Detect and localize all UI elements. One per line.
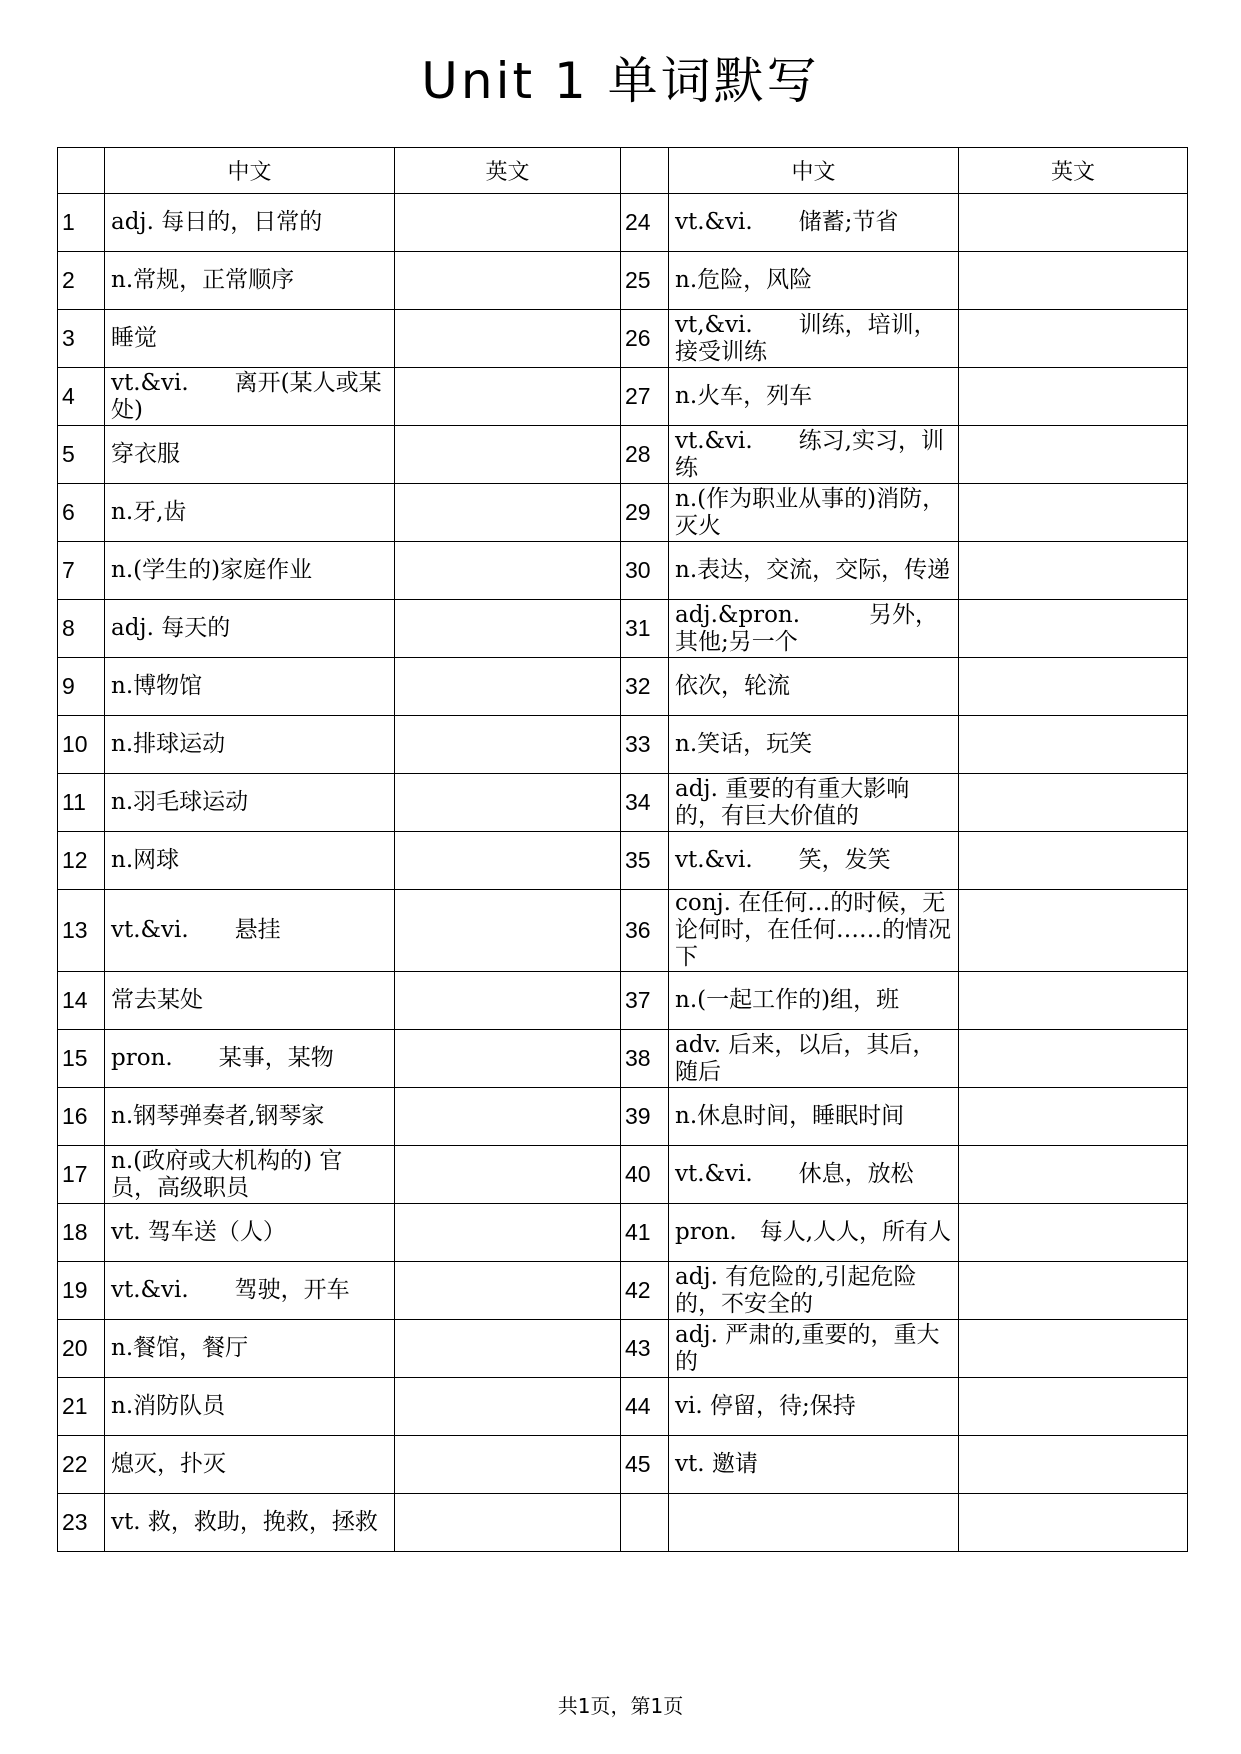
item-number: 1 — [58, 194, 105, 252]
table-row — [58, 252, 1188, 310]
chinese-meaning: n.火车，列车 — [669, 368, 959, 426]
table-row — [58, 1494, 1188, 1552]
chinese-meaning: n.常规，正常顺序 — [105, 252, 395, 310]
english-answer-cell[interactable] — [395, 972, 621, 1030]
english-answer-cell[interactable] — [395, 716, 621, 774]
item-number: 31 — [621, 600, 669, 658]
chinese-meaning: vt. 救，救助，挽救，拯救 — [105, 1494, 395, 1552]
english-answer-cell[interactable] — [959, 1262, 1188, 1320]
item-number: 26 — [621, 310, 669, 368]
header-num-left — [58, 148, 105, 194]
table-row — [58, 1030, 1188, 1088]
item-number: 39 — [621, 1088, 669, 1146]
item-number: 11 — [58, 774, 105, 832]
item-number: 37 — [621, 972, 669, 1030]
chinese-meaning: n.牙,齿 — [105, 484, 395, 542]
english-answer-cell[interactable] — [395, 1030, 621, 1088]
chinese-meaning: conj. 在任何…的时候，无论何时，在任何……的情况下 — [669, 890, 959, 972]
english-answer-cell[interactable] — [959, 1494, 1188, 1552]
item-number: 24 — [621, 194, 669, 252]
item-number: 19 — [58, 1262, 105, 1320]
chinese-meaning: vt.&vi. 离开(某人或某处) — [105, 368, 395, 426]
chinese-meaning: n.餐馆，餐厅 — [105, 1320, 395, 1378]
english-answer-cell[interactable] — [959, 890, 1188, 972]
table-row — [58, 774, 1188, 832]
chinese-meaning: n.表达，交流，交际，传递 — [669, 542, 959, 600]
item-number: 27 — [621, 368, 669, 426]
english-answer-cell[interactable] — [395, 368, 621, 426]
english-answer-cell[interactable] — [395, 658, 621, 716]
english-answer-cell[interactable] — [959, 774, 1188, 832]
chinese-meaning: vi. 停留，待;保持 — [669, 1378, 959, 1436]
chinese-meaning: pron. 每人,人人，所有人 — [669, 1204, 959, 1262]
header-num-right — [621, 148, 669, 194]
english-answer-cell[interactable] — [395, 310, 621, 368]
chinese-meaning: vt,&vi. 训练，培训，接受训练 — [669, 310, 959, 368]
chinese-meaning: adj. 重要的有重大影响的，有巨大价值的 — [669, 774, 959, 832]
chinese-meaning: n.笑话，玩笑 — [669, 716, 959, 774]
item-number — [621, 1494, 669, 1552]
table-row — [58, 972, 1188, 1030]
english-answer-cell[interactable] — [959, 658, 1188, 716]
header-english-right: 英文 — [959, 148, 1188, 194]
item-number: 20 — [58, 1320, 105, 1378]
chinese-meaning: n.消防队员 — [105, 1378, 395, 1436]
item-number: 15 — [58, 1030, 105, 1088]
chinese-meaning: 依次，轮流 — [669, 658, 959, 716]
item-number: 33 — [621, 716, 669, 774]
chinese-meaning: vt.&vi. 休息，放松 — [669, 1146, 959, 1204]
english-answer-cell[interactable] — [959, 1320, 1188, 1378]
english-answer-cell[interactable] — [959, 1436, 1188, 1494]
english-answer-cell[interactable] — [395, 1378, 621, 1436]
english-answer-cell[interactable] — [395, 1262, 621, 1320]
item-number: 6 — [58, 484, 105, 542]
item-number: 12 — [58, 832, 105, 890]
english-answer-cell[interactable] — [959, 252, 1188, 310]
item-number: 8 — [58, 600, 105, 658]
chinese-meaning: vt.&vi. 驾驶，开车 — [105, 1262, 395, 1320]
item-number: 7 — [58, 542, 105, 600]
item-number: 35 — [621, 832, 669, 890]
chinese-meaning: n.(作为职业从事的)消防，灭火 — [669, 484, 959, 542]
chinese-meaning: adj.&pron. 另外，其他;另一个 — [669, 600, 959, 658]
page-title: Unit 1 单词默写 — [421, 52, 820, 110]
item-number: 10 — [58, 716, 105, 774]
english-answer-cell[interactable] — [959, 484, 1188, 542]
item-number: 9 — [58, 658, 105, 716]
item-number: 22 — [58, 1436, 105, 1494]
table-row — [58, 1088, 1188, 1146]
english-answer-cell[interactable] — [959, 600, 1188, 658]
english-answer-cell[interactable] — [959, 972, 1188, 1030]
chinese-meaning: n.网球 — [105, 832, 395, 890]
chinese-meaning: vt.&vi. 笑，发笑 — [669, 832, 959, 890]
chinese-meaning: adj. 有危险的,引起危险的，不安全的 — [669, 1262, 959, 1320]
table-row — [58, 310, 1188, 368]
table-row — [58, 832, 1188, 890]
chinese-meaning: 穿衣服 — [105, 426, 395, 484]
item-number: 13 — [58, 890, 105, 972]
header-chinese-right: 中文 — [669, 148, 959, 194]
english-answer-cell[interactable] — [959, 1378, 1188, 1436]
item-number: 4 — [58, 368, 105, 426]
item-number: 29 — [621, 484, 669, 542]
english-answer-cell[interactable] — [395, 1320, 621, 1378]
item-number: 34 — [621, 774, 669, 832]
item-number: 17 — [58, 1146, 105, 1204]
chinese-meaning: pron. 某事，某物 — [105, 1030, 395, 1088]
english-answer-cell[interactable] — [395, 252, 621, 310]
table-row — [58, 542, 1188, 600]
vocab-table — [57, 147, 1188, 1552]
table-row — [58, 194, 1188, 252]
item-number: 38 — [621, 1030, 669, 1088]
english-answer-cell[interactable] — [395, 1436, 621, 1494]
table-row — [58, 368, 1188, 426]
page-footer: 共1页，第1页 — [557, 1694, 684, 1718]
item-number: 5 — [58, 426, 105, 484]
item-number: 43 — [621, 1320, 669, 1378]
chinese-meaning: adj. 每日的，日常的 — [105, 194, 395, 252]
item-number: 32 — [621, 658, 669, 716]
item-number: 44 — [621, 1378, 669, 1436]
english-answer-cell[interactable] — [959, 542, 1188, 600]
item-number: 18 — [58, 1204, 105, 1262]
chinese-meaning: n.钢琴弹奏者,钢琴家 — [105, 1088, 395, 1146]
item-number: 21 — [58, 1378, 105, 1436]
english-answer-cell[interactable] — [395, 1146, 621, 1204]
english-answer-cell[interactable] — [395, 484, 621, 542]
item-number: 3 — [58, 310, 105, 368]
table-row — [58, 484, 1188, 542]
chinese-meaning: n.休息时间，睡眠时间 — [669, 1088, 959, 1146]
chinese-meaning — [669, 1494, 959, 1552]
english-answer-cell[interactable] — [395, 1204, 621, 1262]
chinese-meaning: vt. 驾车送（人） — [105, 1204, 395, 1262]
english-answer-cell[interactable] — [959, 368, 1188, 426]
item-number: 14 — [58, 972, 105, 1030]
item-number: 42 — [621, 1262, 669, 1320]
header-chinese-left: 中文 — [105, 148, 395, 194]
english-answer-cell[interactable] — [395, 774, 621, 832]
english-answer-cell[interactable] — [959, 1030, 1188, 1088]
english-answer-cell[interactable] — [395, 1088, 621, 1146]
table-row — [58, 1146, 1188, 1204]
item-number: 40 — [621, 1146, 669, 1204]
english-answer-cell[interactable] — [959, 716, 1188, 774]
item-number: 23 — [58, 1494, 105, 1552]
chinese-meaning: vt.&vi. 悬挂 — [105, 890, 395, 972]
english-answer-cell[interactable] — [959, 1204, 1188, 1262]
chinese-meaning: n.危险，风险 — [669, 252, 959, 310]
english-answer-cell[interactable] — [959, 426, 1188, 484]
english-answer-cell[interactable] — [395, 832, 621, 890]
chinese-meaning: n.(一起工作的)组，班 — [669, 972, 959, 1030]
english-answer-cell[interactable] — [395, 1494, 621, 1552]
table-row — [58, 1436, 1188, 1494]
chinese-meaning: n.(学生的)家庭作业 — [105, 542, 395, 600]
item-number: 30 — [621, 542, 669, 600]
table-row — [58, 1320, 1188, 1378]
item-number: 2 — [58, 252, 105, 310]
item-number: 25 — [621, 252, 669, 310]
table-row — [58, 890, 1188, 972]
english-answer-cell[interactable] — [395, 542, 621, 600]
item-number: 36 — [621, 890, 669, 972]
chinese-meaning: adj. 严肃的,重要的，重大的 — [669, 1320, 959, 1378]
table-row — [58, 1204, 1188, 1262]
chinese-meaning: n.排球运动 — [105, 716, 395, 774]
table-row — [58, 716, 1188, 774]
english-answer-cell[interactable] — [395, 890, 621, 972]
chinese-meaning: vt. 邀请 — [669, 1436, 959, 1494]
chinese-meaning: n.羽毛球运动 — [105, 774, 395, 832]
item-number: 45 — [621, 1436, 669, 1494]
chinese-meaning: 睡觉 — [105, 310, 395, 368]
item-number: 16 — [58, 1088, 105, 1146]
chinese-meaning: n.(政府或大机构的) 官员，高级职员 — [105, 1146, 395, 1204]
english-answer-cell[interactable] — [395, 194, 621, 252]
table-row — [58, 426, 1188, 484]
item-number: 41 — [621, 1204, 669, 1262]
chinese-meaning: adv. 后来，以后，其后，随后 — [669, 1030, 959, 1088]
chinese-meaning: adj. 每天的 — [105, 600, 395, 658]
chinese-meaning: vt.&vi. 练习,实习，训练 — [669, 426, 959, 484]
table-row — [58, 1262, 1188, 1320]
header-english-left: 英文 — [395, 148, 621, 194]
table-row — [58, 600, 1188, 658]
table-row — [58, 1378, 1188, 1436]
english-answer-cell[interactable] — [959, 310, 1188, 368]
chinese-meaning: n.博物馆 — [105, 658, 395, 716]
english-answer-cell[interactable] — [395, 426, 621, 484]
english-answer-cell[interactable] — [959, 1088, 1188, 1146]
english-answer-cell[interactable] — [959, 832, 1188, 890]
table-row — [58, 658, 1188, 716]
item-number: 28 — [621, 426, 669, 484]
english-answer-cell[interactable] — [959, 194, 1188, 252]
chinese-meaning: 常去某处 — [105, 972, 395, 1030]
english-answer-cell[interactable] — [959, 1146, 1188, 1204]
chinese-meaning: vt.&vi. 储蓄;节省 — [669, 194, 959, 252]
english-answer-cell[interactable] — [395, 600, 621, 658]
chinese-meaning: 熄灭，扑灭 — [105, 1436, 395, 1494]
header-row — [58, 148, 1188, 194]
